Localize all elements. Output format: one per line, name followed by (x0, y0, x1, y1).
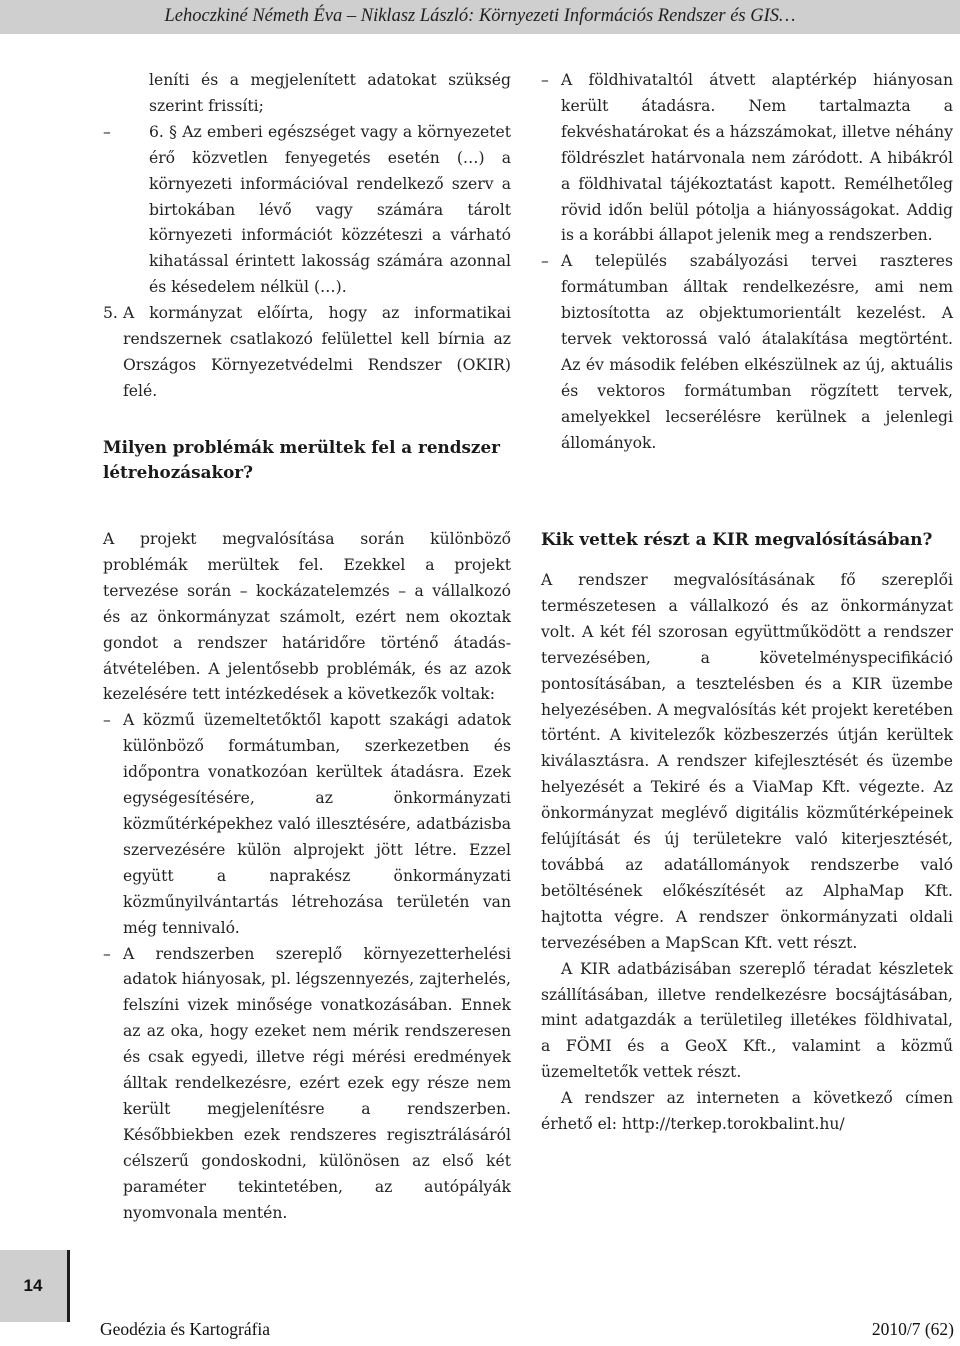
running-header (0, 0, 960, 34)
dash-marker: – (541, 252, 549, 271)
body-paragraph: A KIR adatbázisában szereplő téradat készletek szállításában, illetve rendelkezésre bocsájtásában, mint adatgazdák a területileg illetékes földhivatal, a FÖMI és a GeoX Kft., valamint a közmű üzemeltetők vettek részt. (541, 959, 953, 1082)
list-item-5 (103, 301, 511, 405)
list-item-6 (103, 120, 511, 301)
list-item (541, 68, 953, 249)
list-item-text: A település szabályozási tervei raszteres formátumban álltak rendelkezésre, ami nem biztosította az objektumorientált kezelést. A tervek vektorossá való átalakítása megtörtént. Az év második felében elkészülnek az új, aktuális és vektoros formátumban rögzített tervek, amelyekkel lecserélésre kerülnek a jelenlegi állományok. (561, 252, 953, 452)
page-number: 14 (23, 1276, 43, 1295)
left-column-bottom (103, 527, 511, 1226)
list-item-text: A földhivataltól átvett alaptérkép hiányosan került átadásra. Nem tartalmazta a fekvéshatárokat és a házszámokat, illetve néhány földrészlet határvonala nem záródott. A hibákról a földhivatal tájékoztatást kapott. Remélhetőleg rövid időn belül pótolja a hiányosságokat. Addig is a korábbi állapot jelenik meg a rendszerben. (561, 71, 953, 245)
issue-number: 2010/7 (62) (871, 1319, 954, 1339)
problems-intro-paragraph: A projekt megvalósítása során különböző problémák merültek fel. Ezekkel a projekt tervezése során – kockázatelemzés – a vállalkozó és az önkormányzat számolt, ezért nem okoztak gondot a rendszer határidőre történő átadás-átvételében. A jelentősebb problémák, és az azok kezelésére tett intézkedések a következők voltak: (103, 530, 511, 704)
dash-marker: – (541, 71, 549, 89)
list-item (103, 708, 511, 941)
list-item-text: A közmű üzemeltetőktől kapott szakági adatok különböző formátumban, szerkezetben és időpontra vonatkozóan kerültek átadásra. Ezek egységesítésére, az önkormányzati közműtérképekhez való illesztésére, adatbázisba szervezésére külön alprojekt jött létre. Ezzel együtt a naprakész önkormányzati közműnyilvántartás létrehozása területén van még tennivaló. (123, 711, 511, 937)
section-heading-participants: Kik vettek részt a KIR megvalósításában? (541, 529, 933, 549)
section-heading-problems: Milyen problémák merültek fel a rendszer létrehozásakor? (103, 436, 500, 482)
journal-name: Geodézia és Kartográfia (100, 1319, 271, 1339)
running-title: Lehoczkiné Németh Éva – Niklasz László: Környezeti Információs Rendszer és GIS… (164, 6, 796, 26)
dash-marker: – (103, 944, 111, 963)
list-item (103, 942, 511, 1227)
list-continuation: leníti és a megjelenített adatokat szükség szerint frissíti; (149, 71, 511, 115)
left-column-top (103, 68, 511, 485)
right-column-bottom (541, 527, 953, 1138)
dash-marker: – (103, 711, 111, 730)
list-item-5-text: A kormányzat előírta, hogy az informatikai rendszernek csatlakozó felülettel kell bírnia az Országos Környezetvédelmi Rendszer (OKIR) felé. (123, 304, 511, 400)
list-item (541, 249, 953, 456)
body-paragraph-url: A rendszer az interneten a következő címen érhető el: http://terkep.torokbalint.hu/ (541, 1089, 953, 1134)
number-marker: 5. (103, 304, 118, 323)
list-item-text: A rendszerben szereplő környezetterhelési adatok hiányosak, pl. légszennyezés, zajterhelés, felszíni vizek minősége vonatkozásában. Ennek az az oka, hogy ezeket nem mérik rendszeresen és csak egyedi, illetve régi mérési eredmények álltak rendelkezésre, ezért ezek egy része nem került megjelenítésre a rendszerben. Későbbiekben ezek rendszeres regisztrálásáról célszerű gondoskodni, különösen az első két paraméter tekintetében, az autópályák nyomvonala mentén. (123, 944, 511, 1222)
list-item-6-text: 6. § Az emberi egészséget vagy a környezetet érő közvetlen fenyegetés esetén (…) a környezeti információval rendelkező szerv a birtokában lévő vagy számára tárolt környezeti információt közzéteszi a várható kihatással érintett lakosság számára azonnal és késedelem nélkül (…). (149, 122, 511, 297)
body-paragraph: A rendszer megvalósításának fő szereplői természetesen a vállalkozó és az önkormányzat volt. A két fél szorosan együttműködött a rendszer tervezésében, a követelményspecifikáció pontosításában, a tesztelésben és a KIR üzembe helyezésében. A megvalósítás két projekt keretében történt. A kivitelezők közbeszerzés útján kerültek kiválasztásra. A rendszer kifejlesztését és üzembe helyezését a Tekiré és a ViaMap Kft. végezte. Az önkormányzat meglévő digitális közműtérképeinek felújítását és új területekre való kiterjesztését, továbbá az adatállományok rendszerbe való betöltésének előkészítését az AlphaMap Kft. hajtotta végre. A rendszer önkormányzati oldali tervezésében a MapScan Kft. vett részt. (541, 571, 953, 952)
footer-divider (67, 1250, 70, 1322)
dash-marker: – (103, 122, 111, 141)
right-column-top (541, 68, 953, 457)
